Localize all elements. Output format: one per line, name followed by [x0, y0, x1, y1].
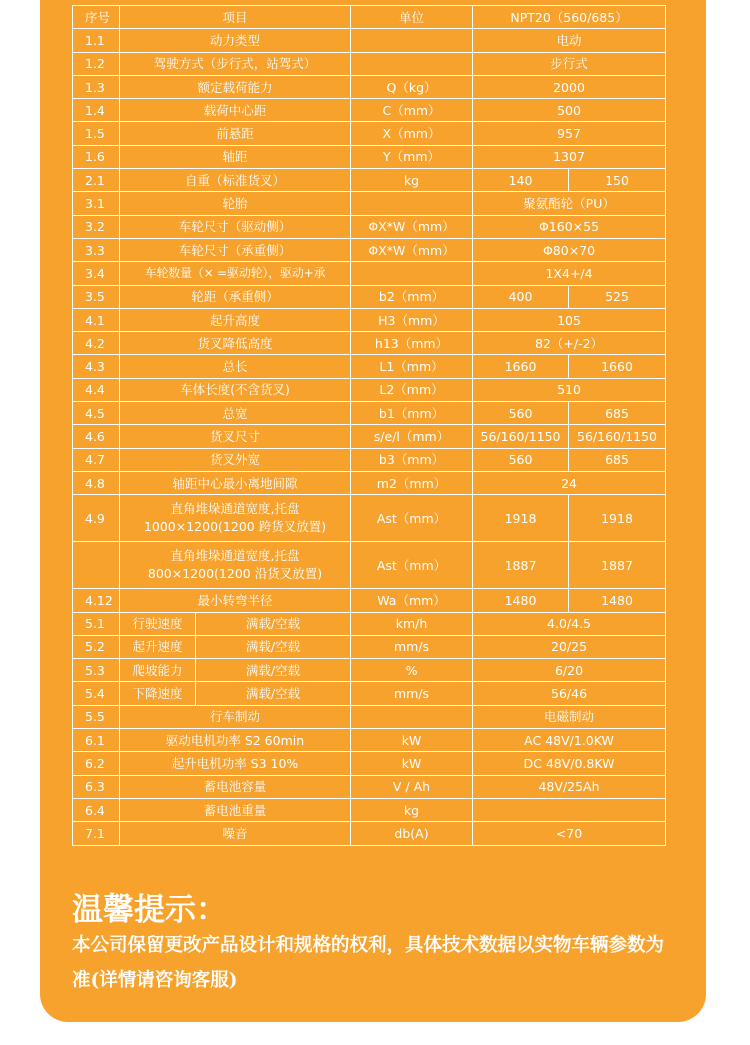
- row-value: 1X4+/4: [473, 262, 666, 285]
- row-item-main: 起升速度: [120, 635, 196, 658]
- row-number: 1.3: [73, 75, 120, 98]
- table-row: [73, 729, 666, 752]
- row-item: 轴距: [120, 145, 351, 168]
- row-number: 4.4: [73, 378, 120, 401]
- row-value: DC 48V/0.8KW: [473, 752, 666, 775]
- row-item: 车轮尺寸（驱动侧）: [120, 215, 351, 238]
- row-value: 1480: [569, 589, 666, 612]
- row-unit: [351, 705, 473, 728]
- row-value: 82（+/-2）: [473, 332, 666, 355]
- row-value: 聚氨酯轮（PU）: [473, 192, 666, 215]
- table-row: [73, 145, 666, 168]
- row-unit: Ast（mm）: [351, 542, 473, 589]
- row-item: 起升高度: [120, 308, 351, 331]
- row-item: 额定载荷能力: [120, 75, 351, 98]
- row-number: 1.4: [73, 99, 120, 122]
- row-unit: Wa（mm）: [351, 589, 473, 612]
- row-item: 车轮尺寸（承重侧）: [120, 238, 351, 261]
- row-value: 957: [473, 122, 666, 145]
- row-unit: ΦX*W（mm）: [351, 238, 473, 261]
- row-value: 150: [569, 169, 666, 192]
- row-number: 3.1: [73, 192, 120, 215]
- row-value: 56/160/1150: [569, 425, 666, 448]
- row-item: 驱动电机功率 S2 60min: [120, 729, 351, 752]
- row-item-line: 直角堆垛通道宽度,托盘: [170, 548, 300, 564]
- row-value: 步行式: [473, 52, 666, 75]
- table-row: [73, 682, 666, 705]
- row-unit: H3（mm）: [351, 308, 473, 331]
- row-item-sub: 满载/空载: [196, 659, 351, 682]
- row-value: 56/46: [473, 682, 666, 705]
- row-unit: ΦX*W（mm）: [351, 215, 473, 238]
- row-item: 货叉降低高度: [120, 332, 351, 355]
- row-number: 4.12: [73, 589, 120, 612]
- table-row: [73, 589, 666, 612]
- row-item: 自重（标准货叉）: [120, 169, 351, 192]
- table-row: [73, 495, 666, 542]
- table-row: [73, 659, 666, 682]
- tips-title: 温馨提示：: [72, 892, 227, 928]
- row-item: 总宽: [120, 402, 351, 425]
- table-row: [73, 402, 666, 425]
- table-row: [73, 635, 666, 658]
- row-value: 48V/25Ah: [473, 775, 666, 798]
- row-item: 载荷中心距: [120, 99, 351, 122]
- row-unit: Ast（mm）: [351, 495, 473, 542]
- row-unit: L1（mm）: [351, 355, 473, 378]
- row-number: 5.2: [73, 635, 120, 658]
- row-number: [73, 542, 120, 589]
- row-item: 蓄电池重量: [120, 798, 351, 821]
- table-row: [73, 448, 666, 471]
- spec-table: [72, 5, 666, 846]
- table-row: [73, 332, 666, 355]
- row-number: 4.9: [73, 495, 120, 542]
- row-number: 5.4: [73, 682, 120, 705]
- row-value: 685: [569, 402, 666, 425]
- row-value: <70: [473, 822, 666, 845]
- row-value: 电动: [473, 29, 666, 52]
- row-item: 驾驶方式（步行式，站驾式）: [120, 52, 351, 75]
- row-number: 4.5: [73, 402, 120, 425]
- row-value: 105: [473, 308, 666, 331]
- row-unit: Y（mm）: [351, 145, 473, 168]
- row-value: 6/20: [473, 659, 666, 682]
- row-value: 1660: [569, 355, 666, 378]
- row-unit: mm/s: [351, 682, 473, 705]
- row-item: [120, 542, 351, 589]
- row-value: 510: [473, 378, 666, 401]
- row-unit: %: [351, 659, 473, 682]
- row-unit: X（mm）: [351, 122, 473, 145]
- row-number: 5.1: [73, 612, 120, 635]
- row-value: 1660: [473, 355, 569, 378]
- row-number: 3.5: [73, 285, 120, 308]
- row-value: 560: [473, 448, 569, 471]
- row-value: 685: [569, 448, 666, 471]
- row-unit: m2（mm）: [351, 471, 473, 494]
- header-unit: 单位: [351, 6, 473, 29]
- row-unit: [351, 192, 473, 215]
- row-item: 车轮数量（× =驱动轮），驱动+承: [120, 262, 351, 285]
- row-item: [120, 495, 351, 542]
- row-value: 1887: [473, 542, 569, 589]
- row-number: 3.2: [73, 215, 120, 238]
- row-unit: b1（mm）: [351, 402, 473, 425]
- row-number: 4.3: [73, 355, 120, 378]
- row-value: 525: [569, 285, 666, 308]
- row-number: 4.1: [73, 308, 120, 331]
- row-unit: [351, 52, 473, 75]
- row-unit: [351, 29, 473, 52]
- row-value: Φ80×70: [473, 238, 666, 261]
- table-row: [73, 99, 666, 122]
- row-number: 1.1: [73, 29, 120, 52]
- row-unit: kg: [351, 169, 473, 192]
- row-item: 起升电机功率 S3 10%: [120, 752, 351, 775]
- row-value: AC 48V/1.0KW: [473, 729, 666, 752]
- table-row: [73, 308, 666, 331]
- row-item: 轮胎: [120, 192, 351, 215]
- row-unit: kW: [351, 729, 473, 752]
- row-value: 500: [473, 99, 666, 122]
- table-header-row: [73, 6, 666, 29]
- table-row: [73, 378, 666, 401]
- table-row: [73, 29, 666, 52]
- row-unit: mm/s: [351, 635, 473, 658]
- row-unit: [351, 262, 473, 285]
- row-value: 4.0/4.5: [473, 612, 666, 635]
- row-number: 7.1: [73, 822, 120, 845]
- row-number: 1.2: [73, 52, 120, 75]
- row-number: 6.2: [73, 752, 120, 775]
- header-model: NPT20（560/685）: [473, 6, 666, 29]
- table-row: [73, 705, 666, 728]
- row-value: 56/160/1150: [473, 425, 569, 448]
- row-number: 3.3: [73, 238, 120, 261]
- row-unit: C（mm）: [351, 99, 473, 122]
- row-unit: db(A): [351, 822, 473, 845]
- table-row: [73, 238, 666, 261]
- header-no: 序号: [73, 6, 120, 29]
- table-row: [73, 471, 666, 494]
- row-item: 轴距中心最小离地间隙: [120, 471, 351, 494]
- row-item-line: 800×1200(1200 沿货叉放置): [147, 566, 323, 582]
- row-unit: h13（mm）: [351, 332, 473, 355]
- row-number: 4.7: [73, 448, 120, 471]
- table-row: [73, 822, 666, 845]
- row-value: 560: [473, 402, 569, 425]
- row-value: 1307: [473, 145, 666, 168]
- table-row: [73, 775, 666, 798]
- header-item: 项目: [120, 6, 351, 29]
- table-row: [73, 752, 666, 775]
- row-item-sub: 满载/空载: [196, 612, 351, 635]
- row-unit: V / Ah: [351, 775, 473, 798]
- row-item-main: 爬坡能力: [120, 659, 196, 682]
- row-value: [473, 798, 666, 821]
- table-row: [73, 169, 666, 192]
- row-number: 4.2: [73, 332, 120, 355]
- table-row: [73, 542, 666, 589]
- table-row: [73, 285, 666, 308]
- row-item: 车体长度(不含货叉): [120, 378, 351, 401]
- row-item: 货叉尺寸: [120, 425, 351, 448]
- row-number: 5.3: [73, 659, 120, 682]
- row-item: 行车制动: [120, 705, 351, 728]
- row-item: 前悬距: [120, 122, 351, 145]
- row-unit: b2（mm）: [351, 285, 473, 308]
- row-number: 1.6: [73, 145, 120, 168]
- table-row: [73, 262, 666, 285]
- table-row: [73, 355, 666, 378]
- row-item-line: 1000×1200(1200 跨货叉放置): [143, 519, 327, 535]
- row-item-sub: 满载/空载: [196, 635, 351, 658]
- row-value: 电磁制动: [473, 705, 666, 728]
- row-value: 2000: [473, 75, 666, 98]
- row-item: 最小转弯半径: [120, 589, 351, 612]
- row-number: 6.4: [73, 798, 120, 821]
- row-item-sub: 满载/空载: [196, 682, 351, 705]
- row-unit: s/e/l（mm）: [351, 425, 473, 448]
- row-item: 总长: [120, 355, 351, 378]
- row-unit: km/h: [351, 612, 473, 635]
- row-value: Φ160×55: [473, 215, 666, 238]
- row-item-main: 行驶速度: [120, 612, 196, 635]
- row-value: 400: [473, 285, 569, 308]
- row-number: 2.1: [73, 169, 120, 192]
- row-item-main: 下降速度: [120, 682, 196, 705]
- row-value: 1918: [473, 495, 569, 542]
- row-number: 4.8: [73, 471, 120, 494]
- table-row: [73, 122, 666, 145]
- row-number: 5.5: [73, 705, 120, 728]
- table-row: [73, 612, 666, 635]
- table-row: [73, 52, 666, 75]
- row-item: 货叉外宽: [120, 448, 351, 471]
- row-number: 6.1: [73, 729, 120, 752]
- row-unit: kW: [351, 752, 473, 775]
- row-item: 轮距（承重侧）: [120, 285, 351, 308]
- row-number: 6.3: [73, 775, 120, 798]
- table-row: [73, 75, 666, 98]
- row-unit: Q（kg）: [351, 75, 473, 98]
- row-value: 1887: [569, 542, 666, 589]
- row-item-line: 直角堆垛通道宽度,托盘: [170, 501, 300, 517]
- tips-text: 本公司保留更改产品设计和规格的权利，具体技术数据以实物车辆参数为准(详情请咨询客服): [72, 935, 665, 991]
- row-number: 4.6: [73, 425, 120, 448]
- row-value: 1480: [473, 589, 569, 612]
- row-number: 1.5: [73, 122, 120, 145]
- table-row: [73, 192, 666, 215]
- row-unit: b3（mm）: [351, 448, 473, 471]
- table-row: [73, 215, 666, 238]
- row-value: 1918: [569, 495, 666, 542]
- row-item: 动力类型: [120, 29, 351, 52]
- row-item: 蓄电池容量: [120, 775, 351, 798]
- row-unit: kg: [351, 798, 473, 821]
- row-unit: L2（mm）: [351, 378, 473, 401]
- table-row: [73, 798, 666, 821]
- row-value: 20/25: [473, 635, 666, 658]
- row-number: 3.4: [73, 262, 120, 285]
- row-item: 噪音: [120, 822, 351, 845]
- table-row: [73, 425, 666, 448]
- row-value: 140: [473, 169, 569, 192]
- row-value: 24: [473, 471, 666, 494]
